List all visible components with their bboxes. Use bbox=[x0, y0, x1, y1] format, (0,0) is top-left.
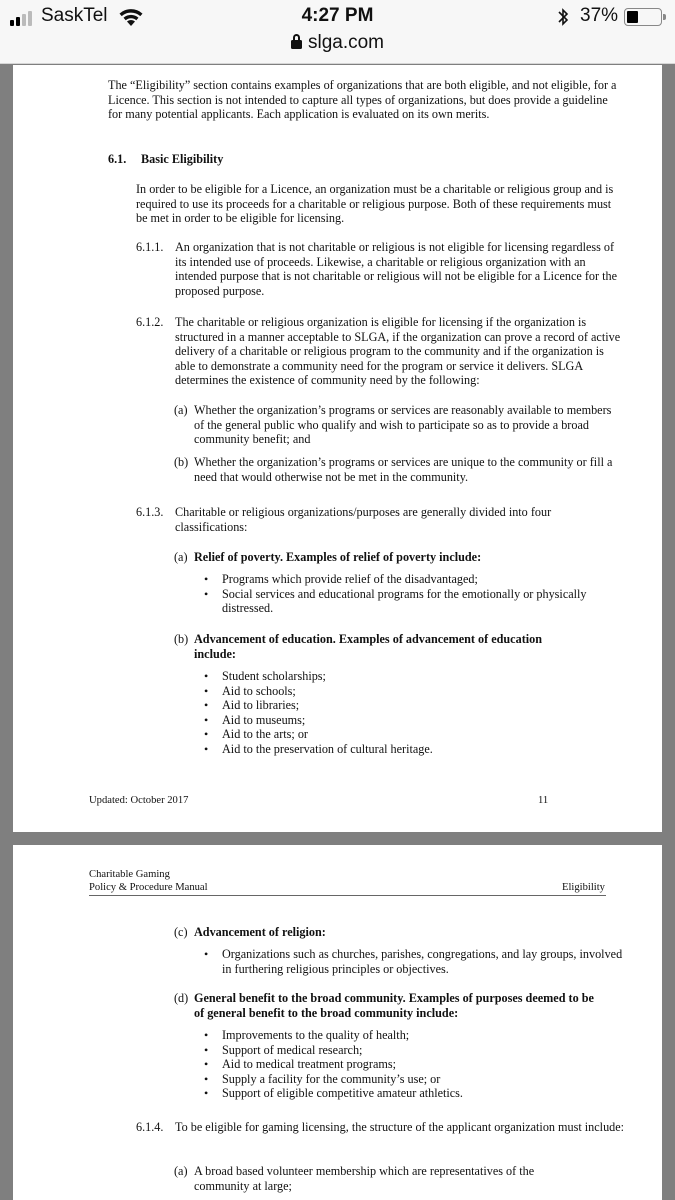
bullet-list-d bbox=[204, 1028, 624, 1101]
bluetooth-icon bbox=[557, 6, 569, 28]
item-label: (c) bbox=[174, 925, 188, 939]
classification-a bbox=[174, 550, 624, 565]
list-item: • Aid to the preservation of cultural heritage. bbox=[204, 742, 624, 757]
bullet-list-a bbox=[204, 572, 624, 616]
footer-updated: Updated: October 2017 bbox=[89, 795, 189, 806]
header-line-1: Charitable Gaming bbox=[89, 869, 170, 880]
clause-number: 6.1.2. bbox=[136, 315, 164, 329]
status-bar bbox=[0, 0, 675, 34]
item-heading: Advancement of education. Examples of advancement of education include: bbox=[194, 632, 543, 661]
clause-text: Charitable or religious organizations/purposes are generally divided into four classifications: bbox=[175, 505, 552, 534]
clause-6-1-3 bbox=[136, 505, 626, 534]
carrier-name: SaskTel bbox=[41, 5, 108, 26]
list-item: • Student scholarships; bbox=[204, 669, 624, 684]
clause-6-1-4 bbox=[136, 1120, 626, 1135]
battery-fill bbox=[627, 11, 638, 23]
item-heading: Relief of poverty. Examples of relief of poverty include: bbox=[194, 550, 482, 564]
section-heading-6-1 bbox=[108, 152, 223, 167]
item-label: (b) bbox=[174, 455, 189, 469]
clause-text: The charitable or religious organization is eligible for licensing if the organization is structured in a manner acceptable to SLGA, if the organization can prove a record of active delivery of a charitable or religious program to the community and if the organization is able to demonstrate a community need for the program or service it delivers. SLGA determines the existence of community need by the following: bbox=[175, 315, 621, 388]
page-number: 11 bbox=[538, 795, 549, 806]
list-item: • Aid to libraries; bbox=[204, 698, 624, 713]
item-text: A broad based volunteer membership which are representatives of the community at large; bbox=[194, 1164, 535, 1193]
section-title: Basic Eligibility bbox=[141, 152, 224, 166]
item-label: (a) bbox=[174, 1164, 188, 1178]
item-text: Whether the organization’s programs or services are unique to the community or fill a need that would otherwise not be met in the community. bbox=[194, 455, 613, 484]
list-item: • Supply a facility for the community’s use; or bbox=[204, 1072, 624, 1087]
clause-text: An organization that is not charitable or religious is not eligible for licensing regardless of its intended use of proceeds. Likewise, a charitable or religious organization with an intended purpose that is not charitable or religious will not be eligible for a Licence for the proposed purpose. bbox=[175, 240, 617, 298]
section-number: 6.1. bbox=[108, 152, 127, 166]
battery-percent: 37% bbox=[580, 5, 619, 26]
classification-b bbox=[174, 632, 624, 661]
header-rule bbox=[89, 895, 606, 896]
lock-icon bbox=[291, 34, 302, 49]
list-item: • Aid to the arts; or bbox=[204, 727, 624, 742]
clause-text: To be eligible for gaming licensing, the structure of the applicant organization must include: bbox=[175, 1120, 625, 1134]
item-label: (a) bbox=[174, 403, 188, 417]
url-domain: slga.com bbox=[307, 32, 385, 53]
list-item: • Improvements to the quality of health; bbox=[204, 1028, 624, 1043]
pdf-page-11 bbox=[13, 65, 662, 832]
clause-6-1-2 bbox=[136, 315, 626, 388]
item-label: (b) bbox=[174, 632, 189, 646]
clause-number: 6.1.3. bbox=[136, 505, 164, 519]
running-header-right: Eligibility bbox=[562, 882, 605, 893]
clause-number: 6.1.1. bbox=[136, 240, 164, 254]
item-label: (a) bbox=[174, 550, 188, 564]
header-line-2: Policy & Procedure Manual bbox=[89, 881, 208, 893]
bullet-list-c bbox=[204, 947, 624, 976]
classification-c bbox=[174, 925, 624, 940]
list-item: • Social services and educational programs for the emotionally or physically distressed. bbox=[204, 587, 624, 616]
bullet-list-b bbox=[204, 669, 624, 757]
list-item: • Organizations such as churches, parishes, congregations, and lay groups, involved in furthering religious principles or objectives. bbox=[204, 947, 624, 976]
battery-nub bbox=[663, 14, 666, 20]
list-item: • Support of eligible competitive amateur athletics. bbox=[204, 1086, 624, 1101]
clause-6-1-2-b bbox=[174, 455, 624, 484]
classification-d bbox=[174, 991, 624, 1020]
clause-6-1-2-a bbox=[174, 403, 624, 447]
intro-paragraph: The “Eligibility” section contains examples of organizations that are both eligible, and not eligible, for a Licence. This section is not intended to capture all types of organizations, but does provide a guideline for many potential applicants. Each application is evaluated on its own merits. bbox=[108, 78, 617, 122]
battery-icon bbox=[624, 8, 662, 26]
list-item: • Programs which provide relief of the disadvantaged; bbox=[204, 572, 624, 587]
clause-6-1-1 bbox=[136, 240, 626, 298]
clause-number: 6.1.4. bbox=[136, 1120, 164, 1134]
list-item: • Aid to schools; bbox=[204, 684, 624, 699]
list-item: • Aid to museums; bbox=[204, 713, 624, 728]
list-item: • Aid to medical treatment programs; bbox=[204, 1057, 624, 1072]
item-label: (d) bbox=[174, 991, 189, 1005]
list-item: • Support of medical research; bbox=[204, 1043, 624, 1058]
item-heading: Advancement of religion: bbox=[194, 925, 326, 939]
clock: 4:27 PM bbox=[301, 5, 374, 26]
pdf-page-12 bbox=[13, 845, 662, 1200]
item-heading: General benefit to the broad community. Examples of purposes deemed to be of general benefit to the broad community include: bbox=[194, 991, 594, 1020]
browser-top-bar bbox=[0, 0, 675, 64]
running-header-left bbox=[89, 869, 208, 894]
clause-6-1-4-a bbox=[174, 1164, 624, 1193]
section-6-1-paragraph: In order to be eligible for a Licence, an organization must be a charitable or religious group and is required to use its proceeds for a charitable or religious purpose. Both of these requirements must be met in order to be eligible for licensing. bbox=[136, 182, 614, 226]
url-bar[interactable] bbox=[0, 32, 675, 54]
item-text: Whether the organization’s programs or services are reasonably available to members of the general public who qualify and wish to participate so as to provide a broad community benefit; and bbox=[194, 403, 612, 447]
